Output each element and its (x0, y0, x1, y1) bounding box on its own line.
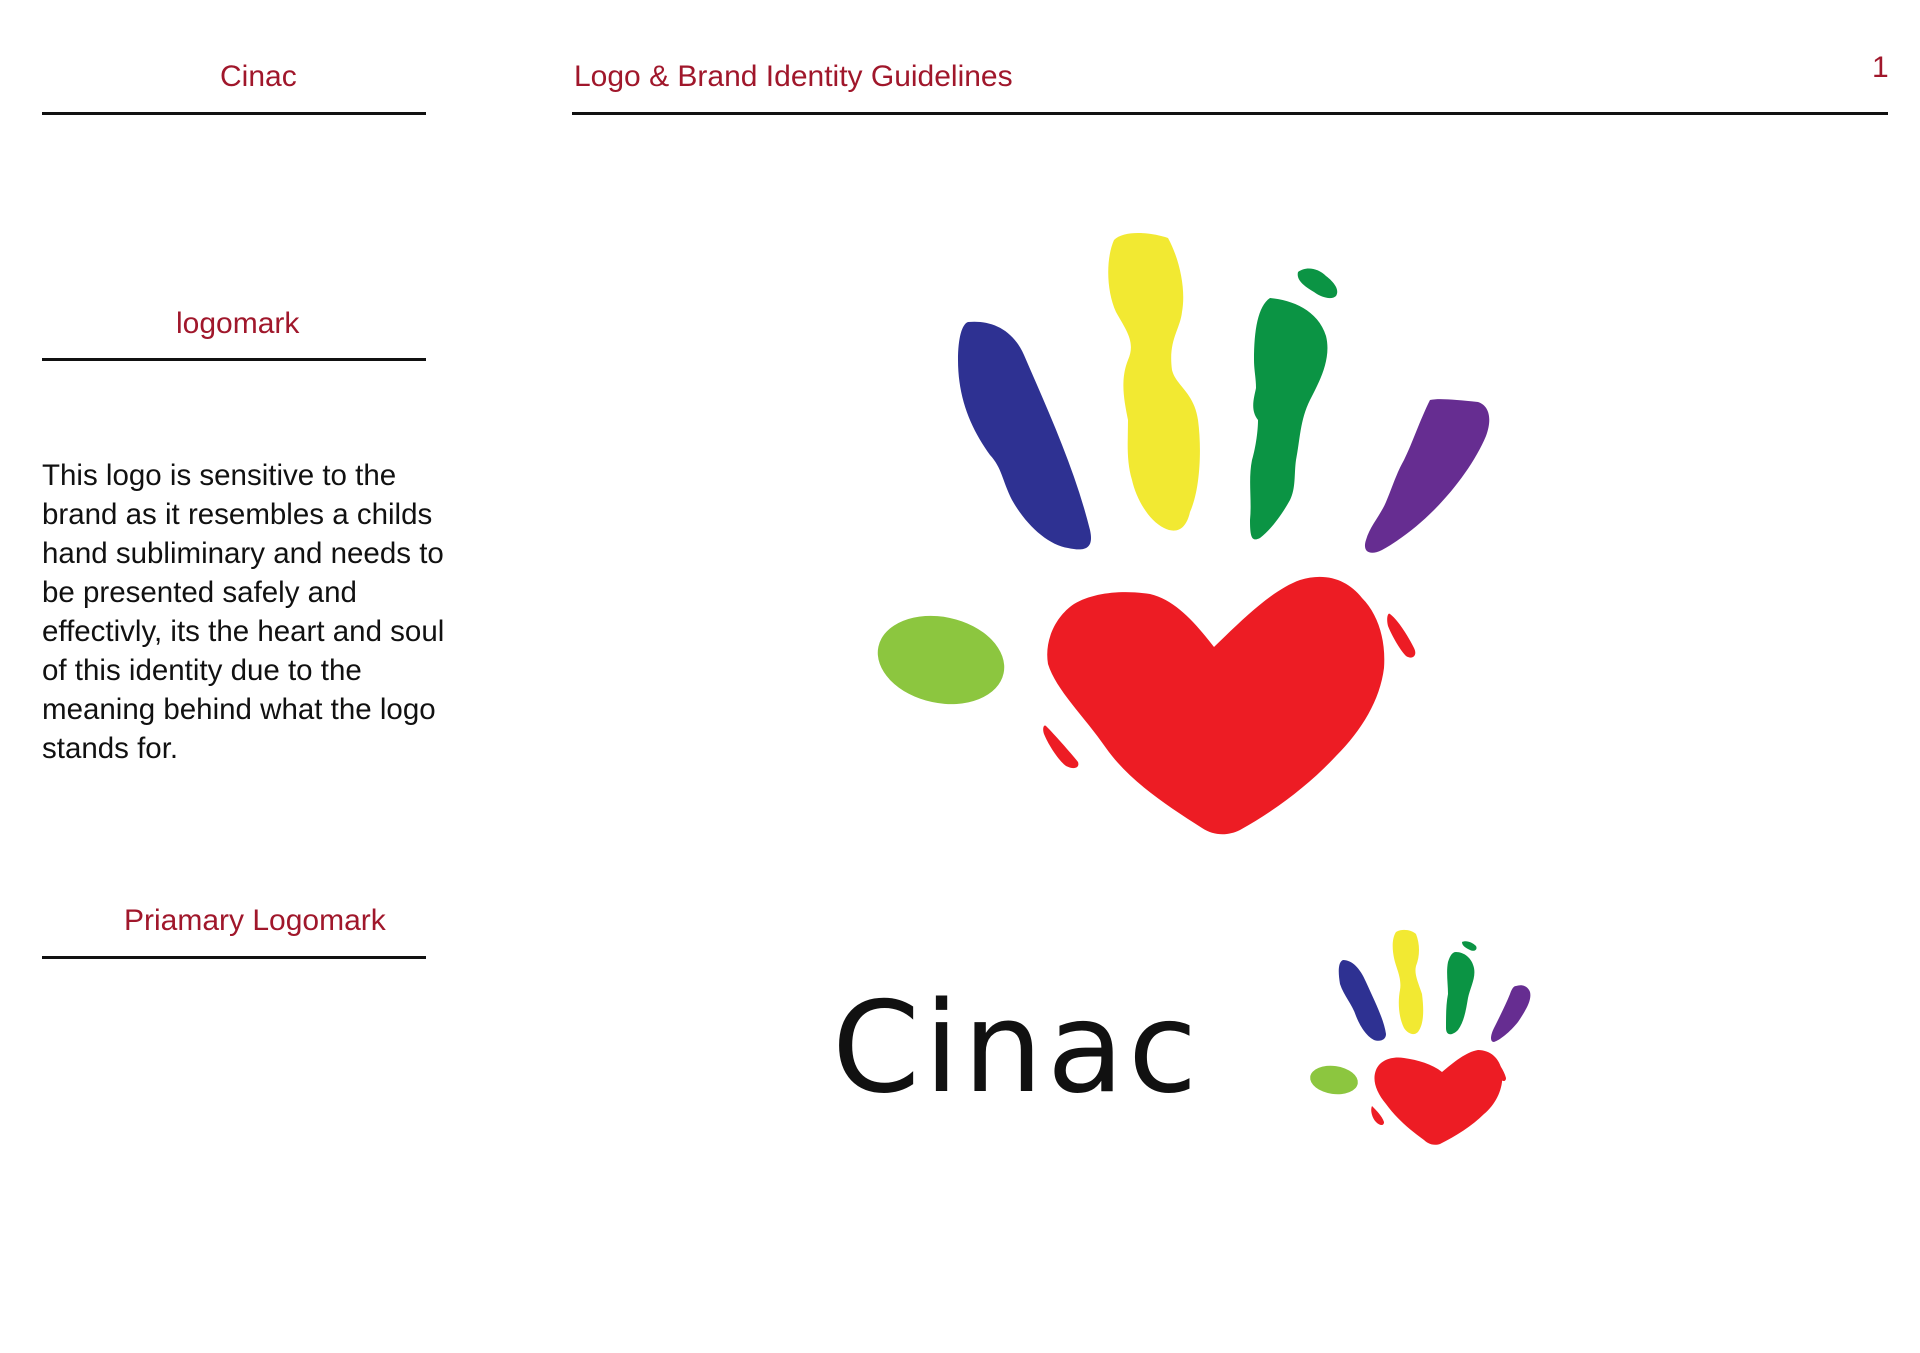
title-rule (572, 112, 1888, 115)
lockup-logomark (1300, 920, 1550, 1160)
red-splatter-left (1043, 725, 1078, 768)
purple-finger (1365, 399, 1489, 553)
subsection-title: Priamary Logomark (124, 904, 386, 937)
green-fingertip (1298, 269, 1338, 299)
logo-description: This logo is sensitive to the brand as it resembles a childs hand subliminary and needs to be presented safely and effectivly, its the heart and soul of this identity due to the meaning behind what the logo stands for. (42, 459, 445, 765)
page-number: 1 (1872, 51, 1889, 84)
handprint-heart-lockup-icon (1308, 930, 1530, 1145)
brand-name: Cinac (220, 60, 297, 93)
section-rule (42, 358, 426, 361)
handprint-heart-logomark-icon (869, 233, 1489, 834)
green-finger (1250, 298, 1327, 539)
red-heart (1047, 577, 1384, 834)
red-splatter-right (1387, 614, 1415, 658)
lockup-green-finger (1446, 952, 1474, 1034)
blue-finger (958, 322, 1091, 550)
primary-logomark (860, 220, 1520, 860)
lockup-yellow-finger (1393, 930, 1424, 1034)
lockup-lime-thumb (1308, 1063, 1359, 1097)
lockup-purple-finger (1491, 985, 1530, 1042)
lockup-wordmark: Cinac (832, 974, 1202, 1121)
yellow-finger (1108, 233, 1200, 531)
lockup-blue-finger (1339, 960, 1386, 1041)
lockup-green-fingertip (1462, 941, 1477, 951)
subsection-rule (42, 956, 426, 959)
lime-thumb (869, 605, 1012, 716)
section-title: logomark (176, 307, 300, 340)
lockup-red-splatter-left (1371, 1106, 1384, 1125)
brand-rule (42, 112, 426, 115)
lockup-red-heart (1374, 1050, 1502, 1145)
document-title: Logo & Brand Identity Guidelines (574, 60, 1013, 93)
